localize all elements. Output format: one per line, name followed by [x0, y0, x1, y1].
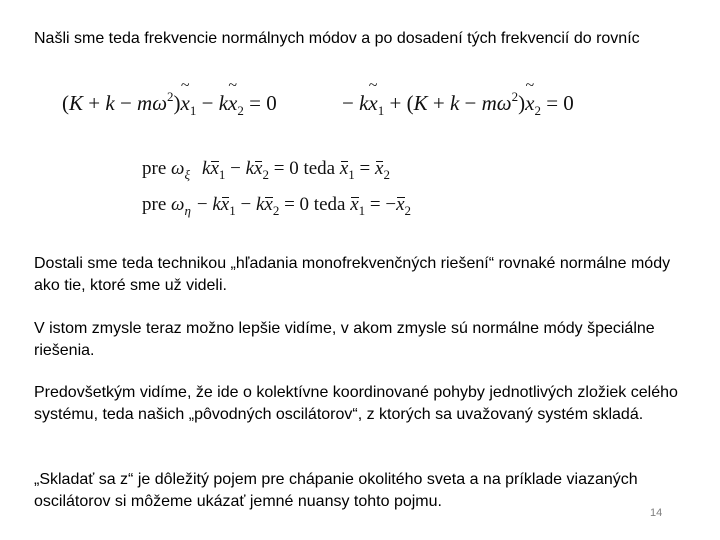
condition-omega-xi: pre $\omega_\xi$ $kx_1 - kx_2 = 0$ teda $x_1 = x_2$ — [142, 158, 390, 182]
view-paragraph: V istom zmysle teraz možno lepšie vidíme, v akom zmysle sú normálne módy špeciálne riešenia. — [34, 320, 655, 359]
equation-mode-1: $(K + k - m\omega^2)\sim$ $x_1$ − k~ $x_2 = 0$ — [62, 91, 277, 116]
page-number: 14 — [650, 507, 663, 519]
collective-paragraph: Predovšetkým vidíme, že ide o kolektívne koordinované pohyby jednotlivých zložiek celého systému, teda našich „pôvodných oscilátorov“, z ktorých sa uvažovaný systém skladá. — [34, 384, 678, 423]
pre-label: pre — [142, 158, 167, 179]
skladat-paragraph: „Skladať sa z“ je dôležitý pojem pre chápanie okolitého sveta a na príklade viazaných oscilátorov si môžeme ukázať jemné nuansy tohto pojmu. — [34, 471, 638, 510]
condition-omega-eta: pre $\omega_\eta - kx_1 - kx_2 = 0$ teda $x_1 = -x_2$ — [142, 194, 412, 218]
intro-paragraph: Našli sme teda frekvencie normálnych módov a po dosadení tých frekvencií do rovníc — [34, 30, 640, 47]
equation-mode-2: − k~ $x_1 + (K + k$ − $m\omega^2)\sim$ $x_2 = 0$ — [342, 91, 574, 116]
teda-label: teda — [303, 158, 336, 179]
technique-paragraph: Dostali sme teda technikou „hľadania monofrekvenčných riešení“ rovnaké normálne módy ako tie, ktoré sme už videli. — [34, 255, 671, 294]
teda-label: teda — [313, 194, 346, 215]
pre-label: pre — [142, 194, 167, 215]
